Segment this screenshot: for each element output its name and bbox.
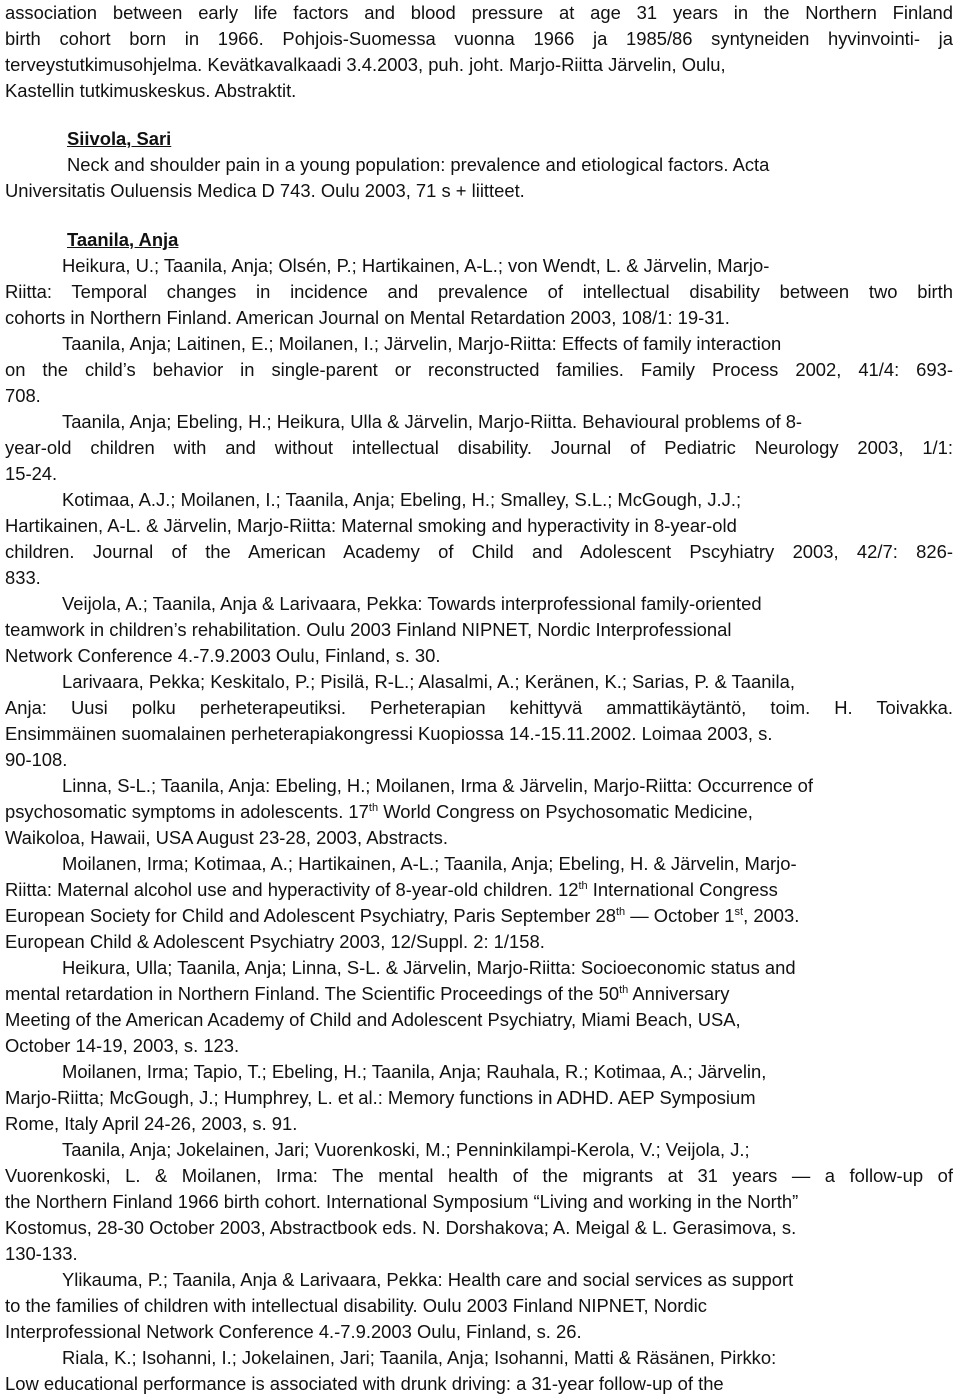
text-line: Neck and shoulder pain in a young population: prevalence and etiological factors. Acta: [67, 154, 770, 175]
text-run: Anniversary: [628, 983, 730, 1004]
text-line: Veijola, A.; Taanila, Anja & Larivaara, Pekka: Towards interprofessional family-oriented: [62, 593, 762, 614]
text-run: International Congress: [587, 879, 778, 900]
text-line: [5, 877, 778, 903]
text-line: Linna, S-L.; Taanila, Anja: Ebeling, H.; Moilanen, Irma & Järvelin, Marjo-Riitta: Occurrence of: [62, 775, 813, 796]
text-run: World Congress on Psychosomatic Medicine,: [378, 801, 753, 822]
text-line: 708.: [5, 385, 41, 406]
text-line: [5, 903, 799, 929]
text-line: 130-133.: [5, 1243, 78, 1264]
text-line: Ensimmäinen suomalainen perheterapiakongressi Kuopiossa 14.-15.11.2002. Loimaa 2003, s.: [5, 723, 773, 744]
text-line: Larivaara, Pekka; Keskitalo, P.; Pisilä, R-L.; Alasalmi, A.; Keränen, K.; Sarias, P. & Taanila,: [62, 671, 795, 692]
text-line: Vuorenkoski, L. & Moilanen, Irma: The mental health of the migrants at 31 years — a follow-up of: [5, 1165, 953, 1186]
text-line: the Northern Finland 1966 birth cohort. International Symposium “Living and working in the North”: [5, 1191, 799, 1212]
text-line: Heikura, Ulla; Taanila, Anja; Linna, S-L. & Järvelin, Marjo-Riitta: Socioeconomic status and: [62, 957, 796, 978]
text-line: European Child & Adolescent Psychiatry 2003, 12/Suppl. 2: 1/158.: [5, 931, 545, 952]
author-heading-siivola: Siivola, Sari: [67, 128, 172, 149]
text-line: 15-24.: [5, 463, 58, 484]
text-line: cohorts in Northern Finland. American Journal on Mental Retardation 2003, 108/1: 19-31.: [5, 307, 730, 328]
text-line: children. Journal of the American Academy of Child and Adolescent Pscyhiatry 2003, 42/7: 826-: [5, 541, 953, 562]
superscript: th: [619, 984, 629, 996]
text-line: October 14-19, 2003, s. 123.: [5, 1035, 240, 1056]
text-line: Low educational performance is associated with drunk driving: a 31-year follow-up of the: [5, 1373, 724, 1394]
text-line: 833.: [5, 567, 41, 588]
text-line: association between early life factors and blood pressure at age 31 years in the Northern Finland: [5, 2, 953, 23]
text-run: — October 1: [625, 905, 735, 926]
text-line: Kostomus, 28-30 October 2003, Abstractbook eds. N. Dorshakova; A. Meigal & L. Gerasimova, s.: [5, 1217, 797, 1238]
text-line: Meeting of the American Academy of Child and Adolescent Psychiatry, Miami Beach, USA,: [5, 1009, 741, 1030]
text-line: Taanila, Anja; Ebeling, H.; Heikura, Ulla & Järvelin, Marjo-Riitta. Behavioural problems of 8-: [62, 411, 803, 432]
text-line: Hartikainen, A-L. & Järvelin, Marjo-Riitta: Maternal smoking and hyperactivity in 8-year-old: [5, 515, 737, 536]
text-line: Waikoloa, Hawaii, USA August 23-28, 2003, Abstracts.: [5, 827, 448, 848]
text-run: mental retardation in Northern Finland. The Scientific Proceedings of the 50: [5, 983, 620, 1004]
text-line: Taanila, Anja; Laitinen, E.; Moilanen, I.; Järvelin, Marjo-Riitta: Effects of family interaction: [62, 333, 782, 354]
text-line: Anja: Uusi polku perheterapeutiksi. Perheterapian kehittyvä ammattikäytäntö, toim. H. Toivakka.: [5, 697, 953, 718]
text-line: Interprofessional Network Conference 4.-7.9.2003 Oulu, Finland, s. 26.: [5, 1321, 582, 1342]
text-line: Network Conference 4.-7.9.2003 Oulu, Finland, s. 30.: [5, 645, 441, 666]
text-line: terveystutkimusohjelma. Kevätkavalkaadi 3.4.2003, puh. joht. Marjo-Riitta Järvelin, Oulu,: [5, 54, 726, 75]
text-line: Rome, Italy April 24-26, 2003, s. 91.: [5, 1113, 298, 1134]
text-line: 90-108.: [5, 749, 68, 770]
text-line: Kastellin tutkimuskeskus. Abstraktit.: [5, 80, 297, 101]
text-line: Taanila, Anja; Jokelainen, Jari; Vuorenkoski, M.; Penninkilampi-Kerola, V.; Veijola, J.;: [62, 1139, 750, 1160]
text-line: [5, 981, 729, 1007]
author-heading-taanila: Taanila, Anja: [67, 229, 179, 250]
superscript: th: [368, 802, 379, 814]
text-line: birth cohort born in 1966. Pohjois-Suomessa vuonna 1966 ja 1985/86 syntyneiden hyvinvointi- ja: [5, 28, 953, 49]
superscript: th: [615, 906, 626, 918]
text-line: Ylikauma, P.; Taanila, Anja & Larivaara, Pekka: Health care and social services as support: [62, 1269, 794, 1290]
superscript: st: [734, 906, 744, 918]
text-run: psychosomatic symptoms in adolescents. 17: [5, 801, 369, 822]
text-line: Riitta: Temporal changes in incidence and prevalence of intellectual disability between two birth: [5, 281, 953, 302]
text-line: [5, 799, 753, 825]
text-line: Moilanen, Irma; Tapio, T.; Ebeling, H.; Taanila, Anja; Rauhala, R.; Kotimaa, A.; Järvelin,: [62, 1061, 767, 1082]
text-run: European Society for Child and Adolescent Psychiatry, Paris September 28: [5, 905, 616, 926]
text-line: on the child’s behavior in single-parent or reconstructed families. Family Process 2002, 41/4: 693-: [5, 359, 953, 380]
text-line: teamwork in children’s rehabilitation. Oulu 2003 Finland NIPNET, Nordic Interprofessional: [5, 619, 732, 640]
text-run: Riitta: Maternal alcohol use and hyperactivity of 8-year-old children. 12: [5, 879, 579, 900]
text-line: Marjo-Riitta; McGough, J.; Humphrey, L. et al.: Memory functions in ADHD. AEP Symposium: [5, 1087, 756, 1108]
superscript: th: [578, 880, 588, 892]
text-line: Riala, K.; Isohanni, I.; Jokelainen, Jari; Taanila, Anja; Isohanni, Matti & Räsänen, Pirkko:: [62, 1347, 777, 1368]
text-line: year-old children with and without intellectual disability. Journal of Pediatric Neurology 2003, 1/1:: [5, 437, 953, 458]
text-line: Heikura, U.; Taanila, Anja; Olsén, P.; Hartikainen, A-L.; von Wendt, L. & Järvelin, Marjo-: [62, 255, 770, 276]
text-line: Moilanen, Irma; Kotimaa, A.; Hartikainen, A-L.; Taanila, Anja; Ebeling, H. & Järvelin, Marjo-: [62, 853, 797, 874]
text-line: Kotimaa, A.J.; Moilanen, I.; Taanila, Anja; Ebeling, H.; Smalley, S.L.; McGough, J.J.;: [62, 489, 742, 510]
text-line: Universitatis Ouluensis Medica D 743. Oulu 2003, 71 s + liitteet.: [5, 180, 525, 201]
text-line: to the families of children with intellectual disability. Oulu 2003 Finland NIPNET, Nordic: [5, 1295, 707, 1316]
text-run: , 2003.: [743, 905, 800, 926]
